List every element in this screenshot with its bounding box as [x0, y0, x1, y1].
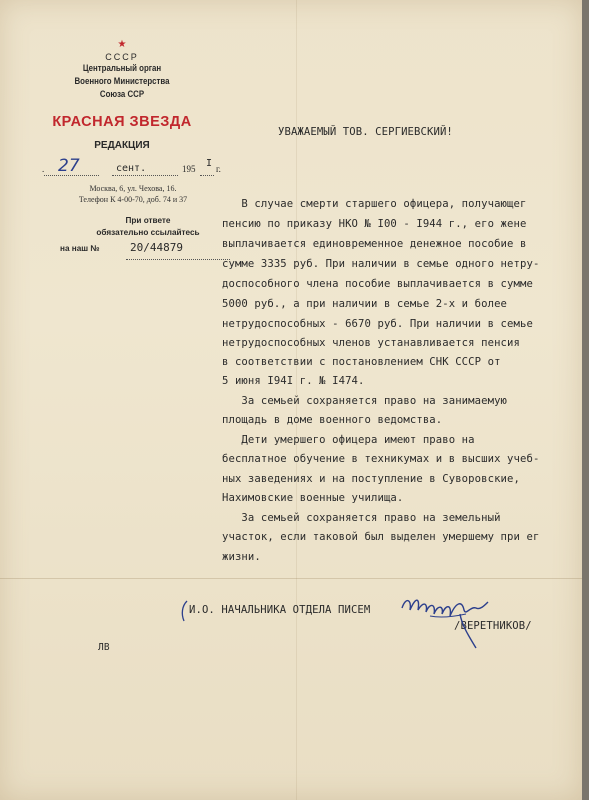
- date-day-underline: [44, 175, 99, 176]
- date-year-prefix: 195: [182, 164, 196, 174]
- paper-fold: [0, 578, 582, 579]
- pen-mark: [179, 600, 189, 622]
- letter-line: сумме 3335 руб. При наличии в семье одного нетру-: [222, 258, 540, 270]
- reference-label: на наш №: [60, 244, 100, 253]
- letter-line: площадь в доме военного ведомства.: [222, 414, 443, 426]
- department-label: РЕДАКЦИЯ: [94, 140, 150, 151]
- date-line: . 27 сент. 195 I г.: [42, 156, 221, 176]
- letter-line: ных заведениях и на поступление в Суворовские,: [222, 473, 520, 485]
- reference-underline: [126, 259, 230, 260]
- letter-line: пенсию по приказу НКО № I00 - I944 г., его жене: [222, 218, 527, 230]
- org-line: Центральный орган: [82, 63, 162, 74]
- letterhead-org: [40, 62, 204, 101]
- typist-initials: ЛВ: [98, 642, 110, 653]
- letter-line: В случае смерти старшего офицера, получающег: [222, 198, 527, 210]
- signatory-title: И.О. НАЧАЛЬНИКА ОТДЕЛА ПИСЕМ: [189, 604, 371, 616]
- letter-line: жизни.: [222, 551, 261, 563]
- date-year-suffix: I: [206, 158, 213, 169]
- scan-background: [582, 0, 589, 800]
- letter-line: участок, если таковой был выделен умершему при ег: [222, 531, 540, 543]
- letter-line: 5000 руб., а при наличии в семье 2-х и более: [222, 298, 508, 310]
- date-month-underline: [112, 175, 178, 176]
- letter-line: За семьей сохраняется право на занимаемую: [222, 395, 508, 407]
- date-year-underline: [200, 175, 214, 176]
- phone-line: Телефон К 4-00-70, доб. 74 и 37: [78, 195, 188, 204]
- letter-line: в соответствии с постановлением СНК СССР от: [222, 356, 501, 368]
- letter-line: выплачивается единовременное денежное пособие в: [222, 238, 527, 250]
- letterhead-country: СССР: [105, 52, 139, 62]
- reply-note-line: При ответе: [125, 216, 171, 225]
- letter-greeting: УВАЖАЕМЫЙ ТОВ. СЕРГИЕВСКИЙ!: [278, 126, 453, 138]
- date-day: 27: [58, 156, 80, 176]
- letter-line: нетрудоспособных - 6670 руб. При наличии в семье: [222, 318, 533, 330]
- org-line: Союза ССР: [99, 89, 145, 100]
- reference-line: [60, 241, 240, 260]
- star-icon: ★: [117, 39, 127, 50]
- letter-line: Нахимовские военные училища.: [222, 492, 404, 504]
- letter-line: нетрудоспособных членов устанавливается пенсия: [222, 337, 520, 349]
- address-line: Москва, 6, ул. Чехова, 16.: [89, 184, 177, 193]
- letter-line: доспособного члена пособие выплачивается в сумме: [222, 278, 533, 290]
- signatory-name: /ВЕРЕТНИКОВ/: [454, 620, 532, 632]
- letter-line: Дети умершего офицера имеют право на: [222, 434, 475, 446]
- letter-line: 5 июня I94I г. № I474.: [222, 375, 365, 387]
- letter-line: бесплатное обучение в техникумах и в высших учеб-: [222, 453, 540, 465]
- letter-line: За семьей сохраняется право на земельный: [222, 512, 501, 524]
- reference-number: 20/44879: [130, 241, 183, 254]
- newspaper-title: КРАСНАЯ ЗВЕЗДА: [52, 114, 192, 130]
- org-line: Военного Министерства: [74, 76, 170, 87]
- reply-note-line: обязательно ссылайтесь: [96, 228, 200, 237]
- handwritten-signature: [400, 586, 490, 652]
- date-year-label: г.: [216, 164, 221, 174]
- date-month: сент.: [116, 163, 147, 174]
